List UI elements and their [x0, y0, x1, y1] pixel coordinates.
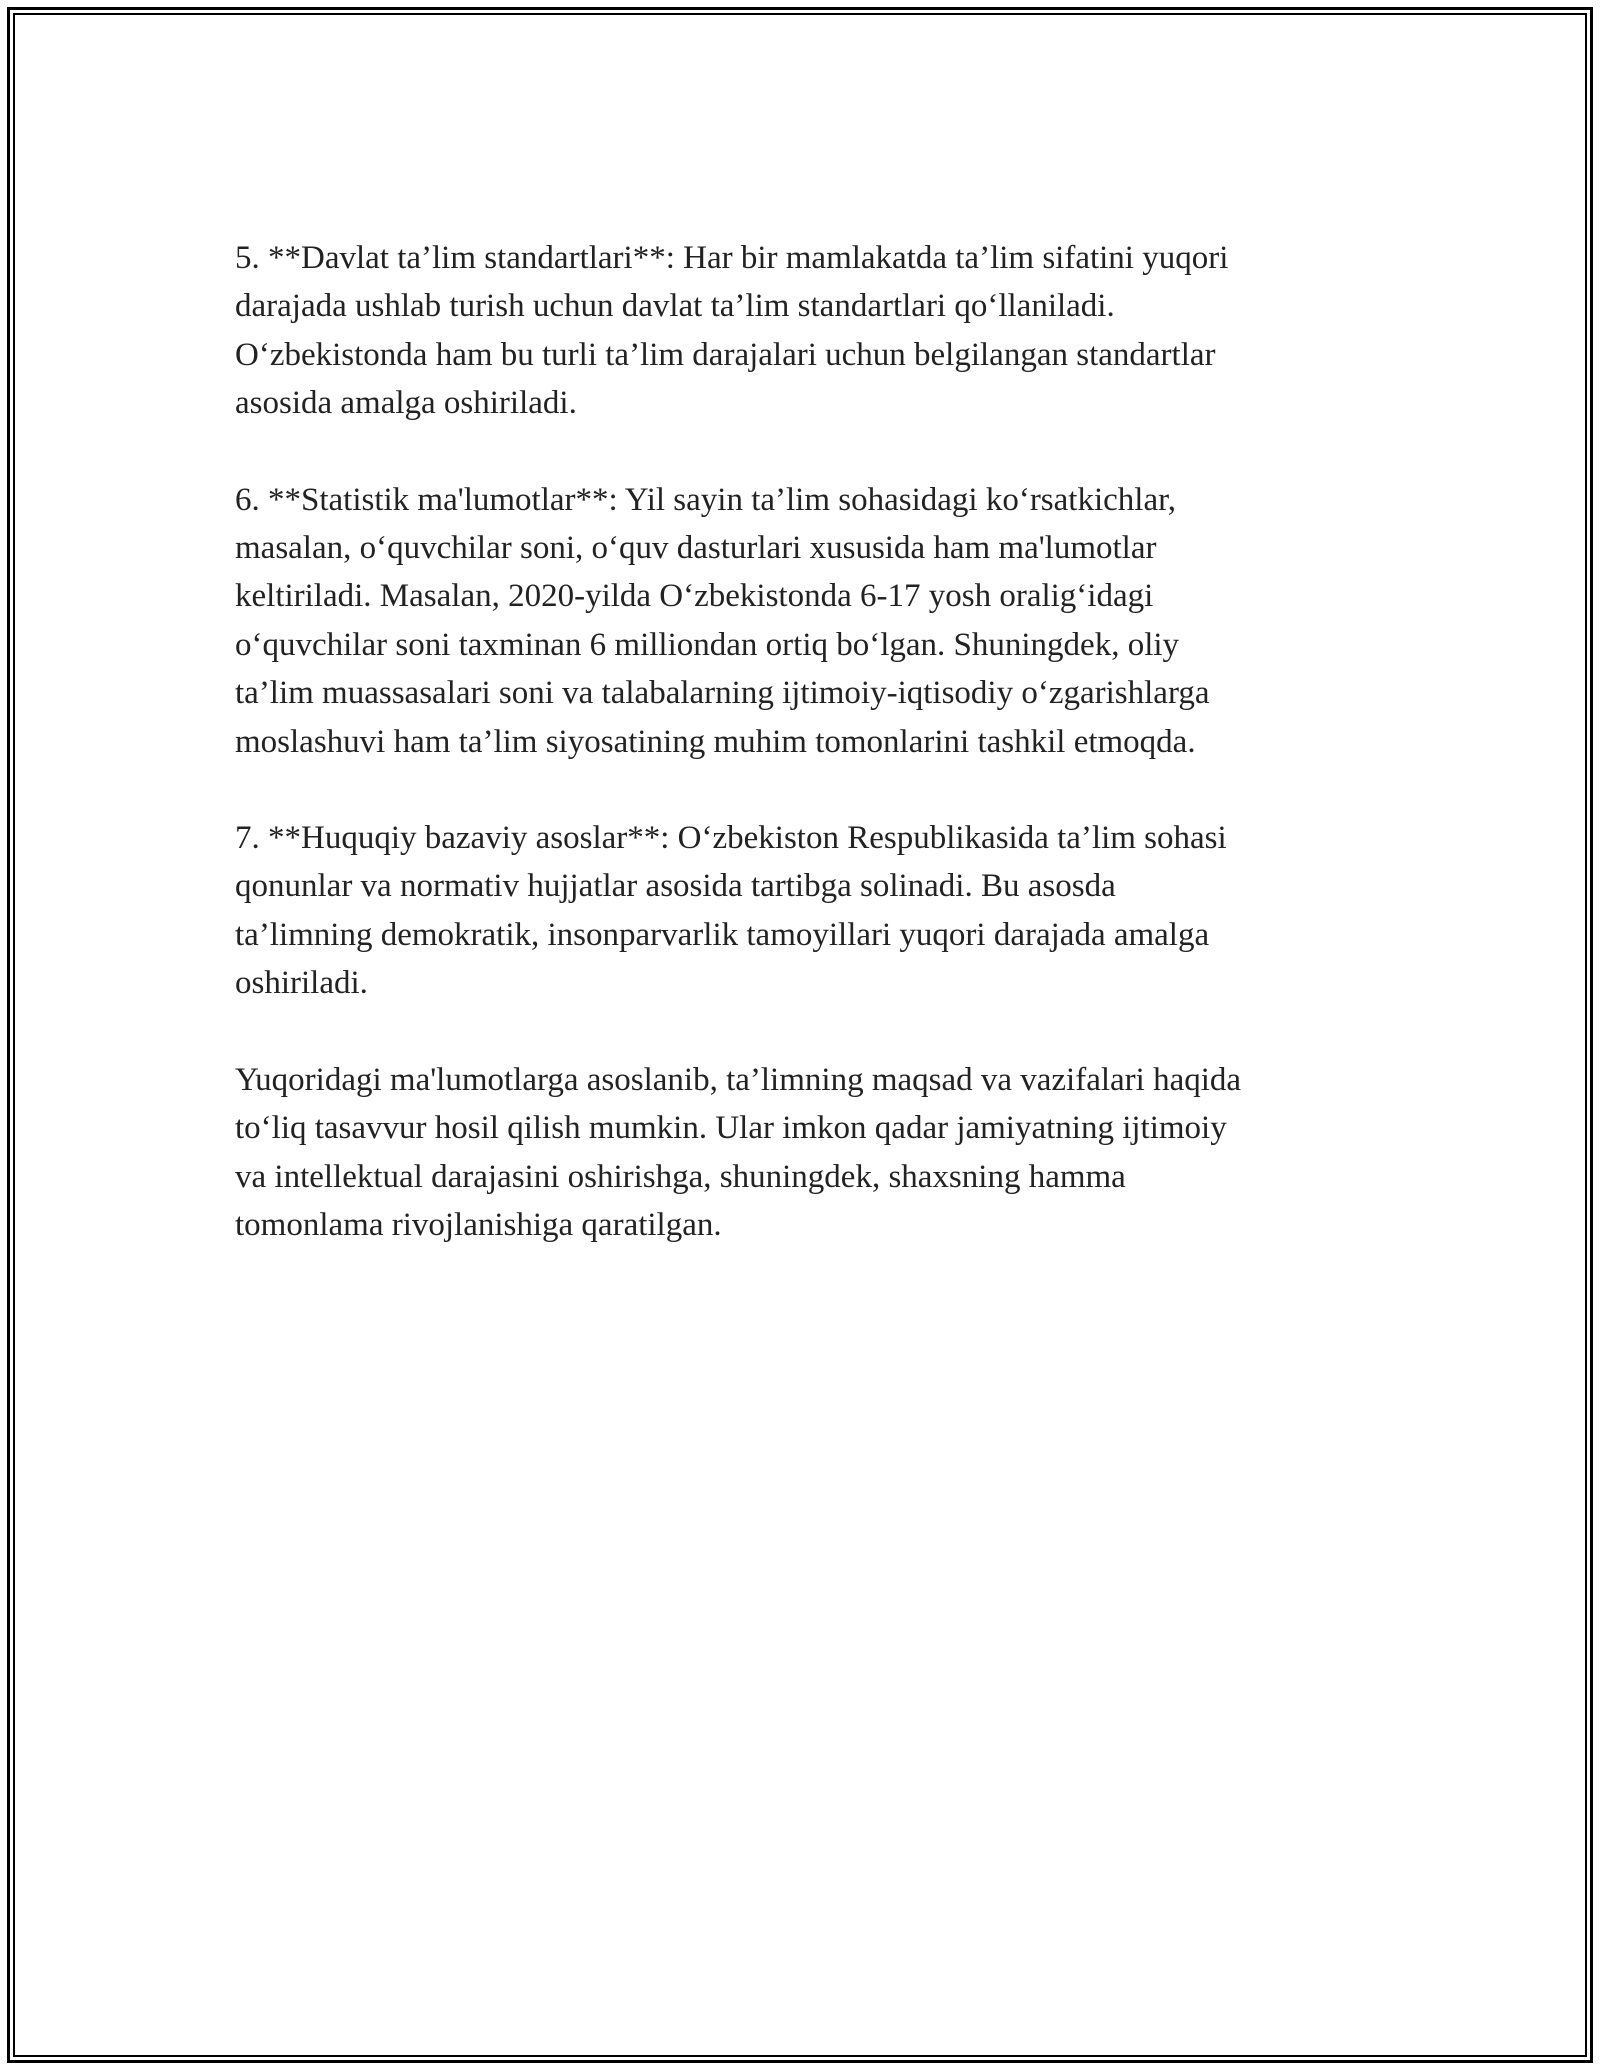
paragraph-legal-foundations: 7. **Huquqiy bazaviy asoslar**: O‘zbekiston Respublikasida ta’lim sohasi qonunlar va normativ hujjatlar asosida tartibga solinadi. Bu asosda ta’limning demokratik, insonparvarlik tamoyillari yuqori darajada amalga oshiriladi.: [235, 820, 1227, 1002]
document-body: [235, 234, 1385, 1297]
paragraph-statistical-data: 6. **Statistik ma'lumotlar**: Yil sayin ta’lim sohasidagi ko‘rsatkichlar, masalan, o‘quvchilar soni, o‘quv dasturlari xususida ham ma'lumotlar keltiriladi. Masalan, 2020-yilda O‘zbekistonda 6-17 yosh oralig‘idagi o‘quvchilar soni taxminan 6 milliondan ortiq bo‘lgan. Shuningdek, oliy ta’lim muassasalari soni va talabalarning ijtimoiy-iqtisodiy o‘zgarishlarga moslashuvi ham ta’lim siyosatining muhim tomonlarini tashkil etmoqda.: [235, 481, 1210, 760]
paragraph-conclusion: Yuqoridagi ma'lumotlarga asoslanib, ta’limning maqsad va vazifalari haqida to‘liq tasavvur hosil qilish mumkin. Ular imkon qadar jamiyatning ijtimoiy va intellektual darajasini oshirishga, shuningdek, shaxsning hamma tomonlama rivojlanishiga qaratilgan.: [235, 1061, 1242, 1243]
paragraph-state-education-standards: 5. **Davlat ta’lim standartlari**: Har bir mamlakatda ta’lim sifatini yuqori darajada ushlab turish uchun davlat ta’lim standartlari qo‘llaniladi. O‘zbekistonda ham bu turli ta’lim darajalari uchun belgilangan standartlar asosida amalga oshiriladi.: [235, 240, 1229, 422]
